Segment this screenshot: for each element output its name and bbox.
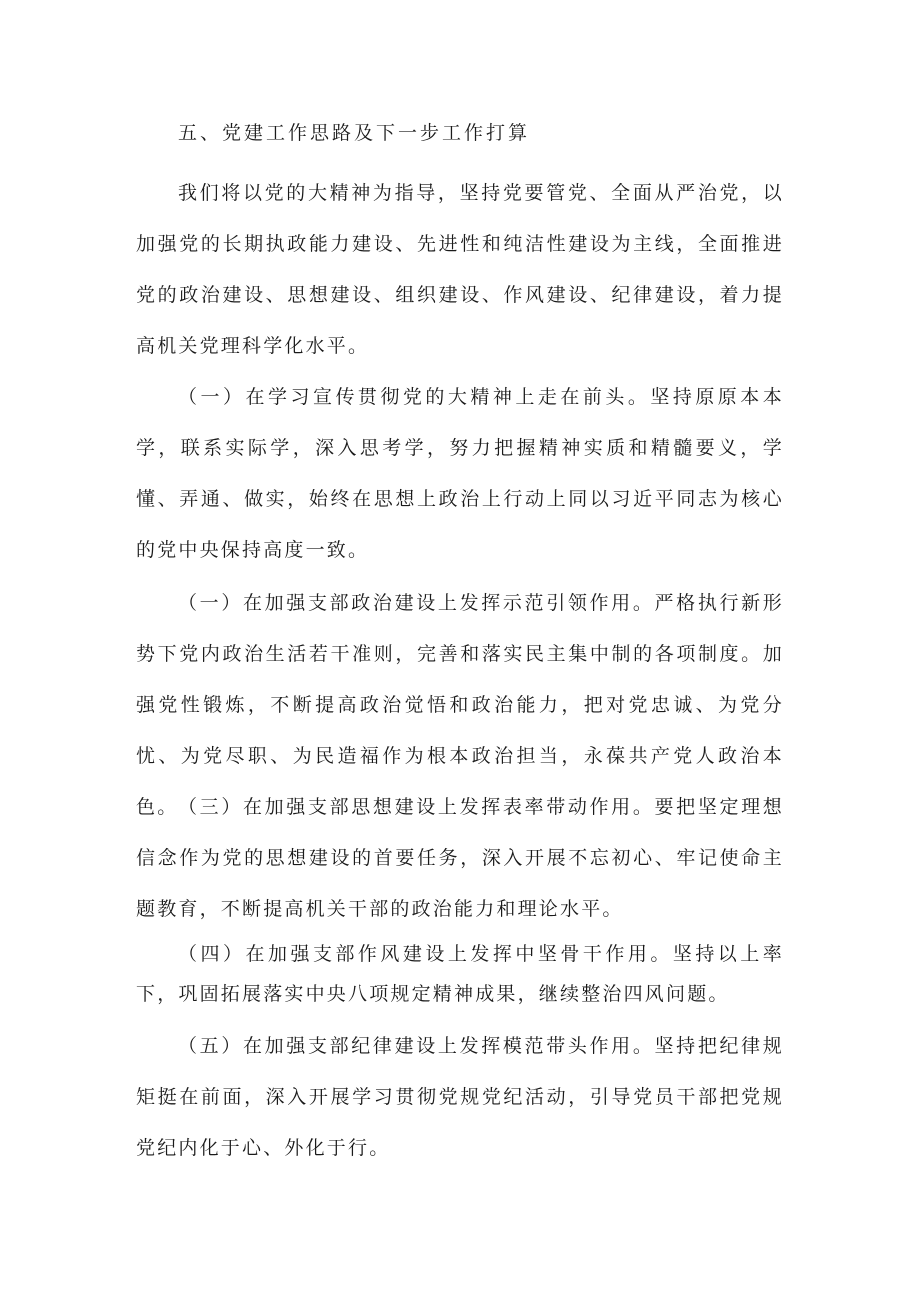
paragraph-study-spirit: （一）在学习宣传贯彻党的大精神上走在前头。坚持原原本本学，联系实际学，深入思考学，努力把握精神实质和精髓要义，学懂、弄通、做实，始终在思想上政治上行动上同以习近平同志为核心的党中央保持高度一致。 — [136, 386, 784, 561]
intro-paragraph: 我们将以党的大精神为指导，坚持党要管党、全面从严治党，以加强党的长期执政能力建设、先进性和纯洁性建设为主线，全面推进党的政治建设、思想建设、组织建设、作风建设、纪律建设，着力提高机关党理科学化水平。 — [136, 182, 784, 357]
paragraph-political-building: （一）在加强支部政治建设上发挥示范引领作用。严格执行新形势下党内政治生活若干准则，完善和落实民主集中制的各项制度。加强党性锻炼，不断提高政治觉悟和政治能力，把对党忠诚、为党分忧、为党尽职、为民造福作为根本政治担当，永葆共产党人政治本色。 — [136, 592, 784, 818]
paragraph-ideological-building: （三）在加强支部思想建设上发挥表率带动作用。要把坚定理想信念作为党的思想建设的首要任务，深入开展不忘初心、牢记使命主题教育，不断提高机关干部的政治能力和理论水平。 — [136, 796, 784, 920]
paragraph-work-style-building: （四）在加强支部作风建设上发挥中坚骨干作用。坚持以上率下，巩固拓展落实中央八项规定精神成果，继续整治四风问题。 — [136, 943, 784, 1005]
section-heading: 五、党建工作思路及下一步工作打算 — [178, 122, 531, 144]
paragraph-discipline-building: （五）在加强支部纪律建设上发挥模范带头作用。坚持把纪律规矩挺在前面，深入开展学习贯彻党规党纪活动，引导党员干部把党规党纪内化于心、外化于行。 — [136, 1035, 784, 1159]
